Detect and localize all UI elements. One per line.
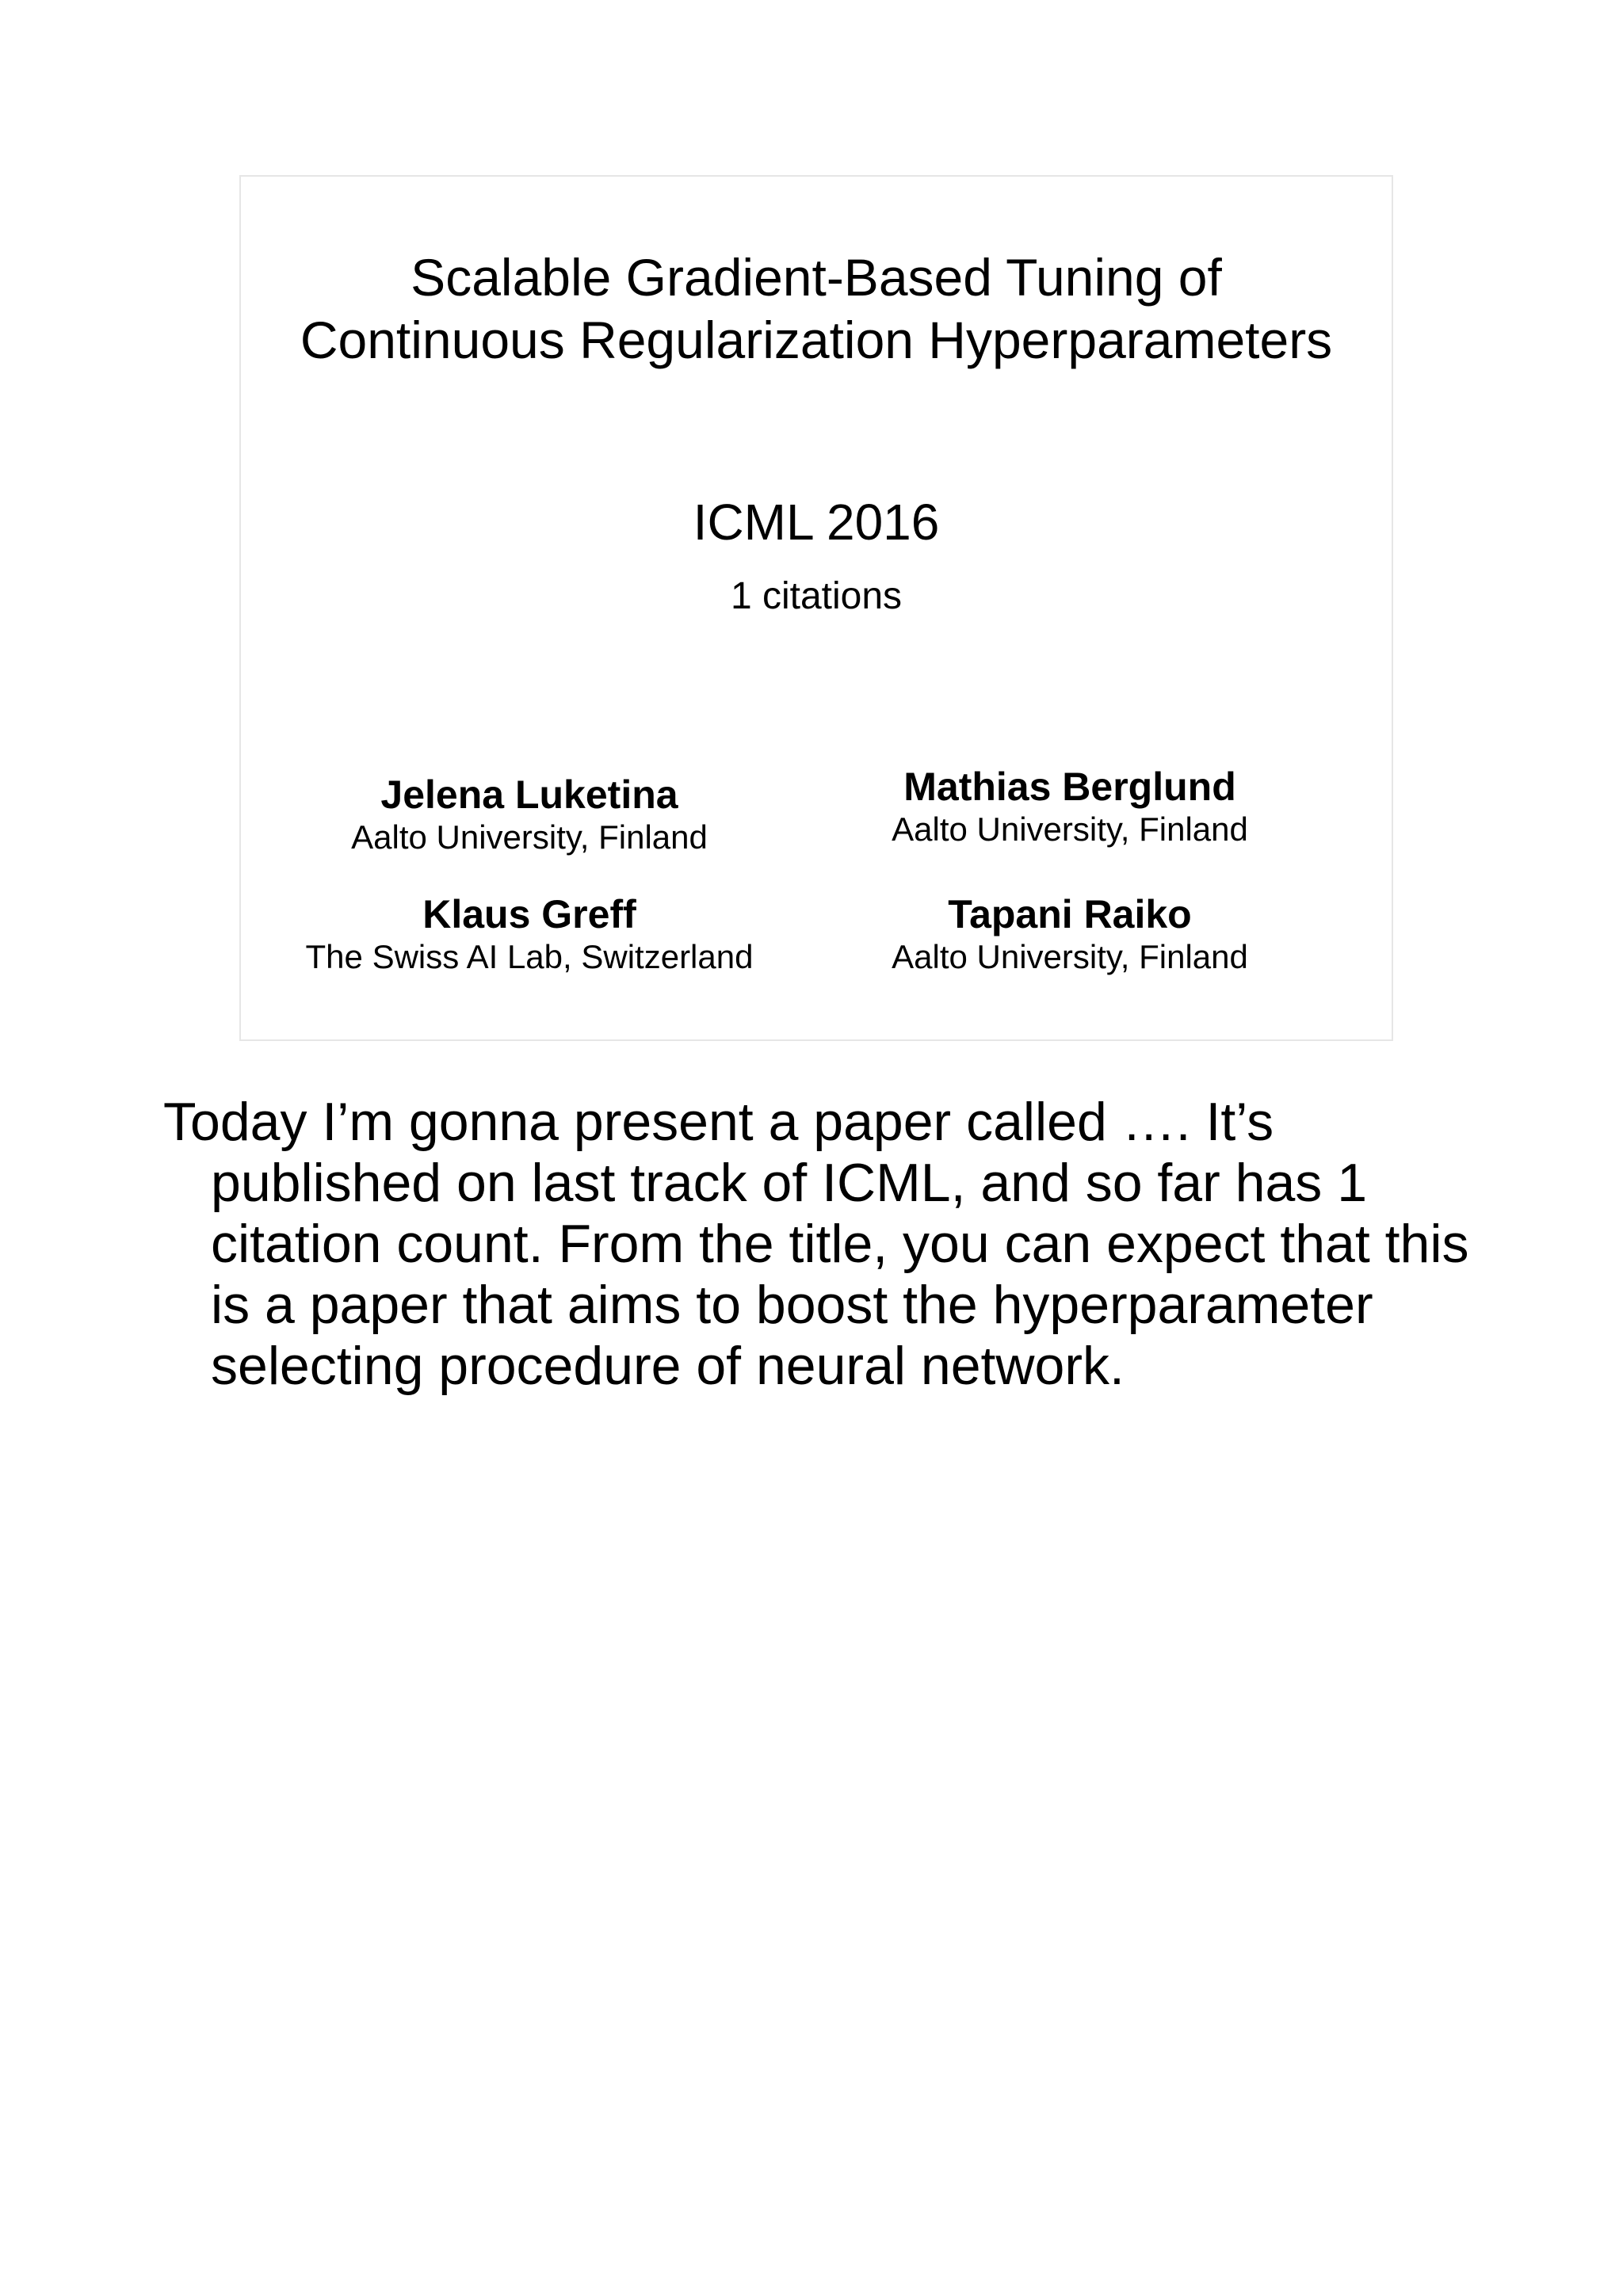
author-name: Tapani Raiko — [948, 892, 1192, 936]
author-affiliation: Aalto University, Finland — [892, 938, 1248, 975]
author-name: Mathias Berglund — [903, 765, 1236, 809]
paper-title-line: Scalable Gradient-Based Tuning of — [411, 248, 1222, 307]
author-name: Klaus Greff — [422, 892, 636, 936]
author-affiliation: Aalto University, Finland — [892, 810, 1248, 848]
citation-count: 1 citations — [730, 575, 903, 617]
author-block — [800, 765, 1339, 850]
author-affiliation: Aalto University, Finland — [351, 818, 708, 856]
venue: ICML 2016 — [693, 494, 940, 551]
author-affiliation: The Swiss AI Lab, Switzerland — [305, 938, 754, 975]
paper-title — [241, 246, 1392, 372]
speaker-notes: Today I’m gonna present a paper called …. It’s published on last track of ICML, and so far has 1 citation count. From the title, you can expect that this is a paper that aims to boost the hyperparameter selecting procedure of neural network. — [163, 1092, 1469, 1396]
slide-thumbnail — [239, 175, 1393, 1041]
author-block — [260, 772, 799, 858]
paper-title-line: Continuous Regularization Hyperparameters — [300, 311, 1333, 369]
author-block — [800, 892, 1339, 978]
author-block — [260, 892, 799, 978]
author-name: Jelena Luketina — [380, 772, 678, 817]
